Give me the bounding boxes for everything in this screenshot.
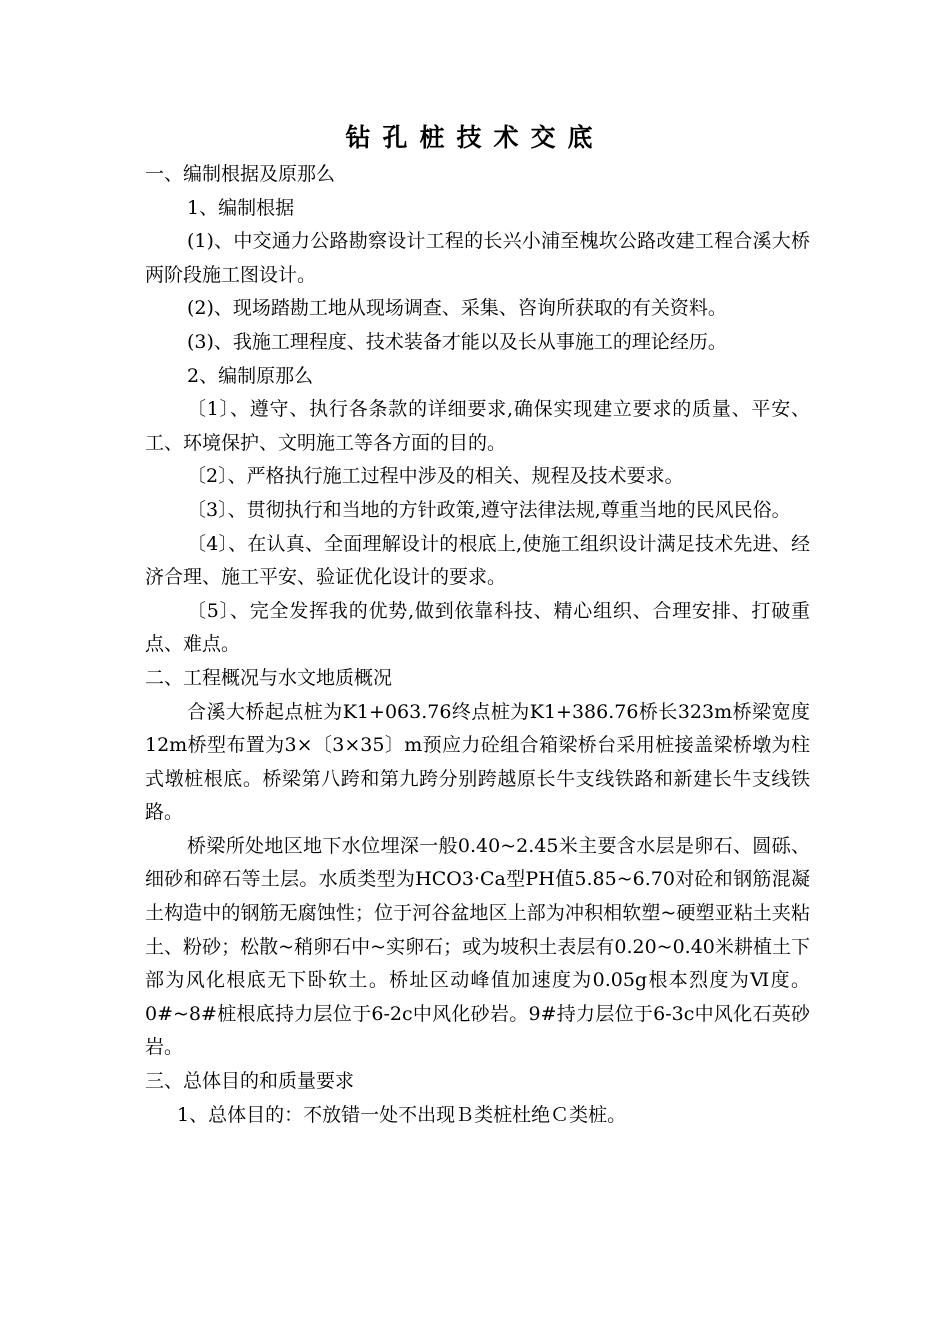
list-item: 〔5〕、完全发挥我的优势,做到依靠科技、精心组织、合理安排、打破重点、难点。 bbox=[145, 599, 810, 656]
paragraph: 合溪大桥起点桩为K1+063.76终点桩为K1+386.76桥长323m桥梁宽度12m桥型布置为3×〔3×35〕m预应力砼组合箱梁桥台采用桩接盖梁桥墩为柱式墩桩根底。桥梁第八跨和第九跨分别跨越原长牛支线铁路和新建长牛支线铁路。 bbox=[145, 700, 810, 824]
list-item: 〔1〕、遵守、执行各条款的详细要求,确保实现建立要求的质量、平安、工、环境保护、文明施工等各方面的目的。 bbox=[145, 398, 810, 454]
section-heading-2: 二、工程概况与水文地质概况 bbox=[145, 666, 393, 689]
page-title: 钻孔桩技术交底 bbox=[345, 123, 605, 152]
section-heading-3: 三、总体目的和质量要求 bbox=[145, 1070, 355, 1093]
paragraph: 桥梁所处地区地下水位埋深一般0.40~2.45米主要含水层是卵石、圆砾、细砂和碎石等土层。水质类型为HCO3·Ca型PH值5.85~6.70对砼和钢筋混凝土构造中的钢筋无腐蚀性；位于河谷盆地区上部为冲积相软塑~硬塑亚粘土夹粘土、粉砂；松散~稍卵石中~实卵石；或为坡积土表层有0.20~0.40米耕植土下部为风化根底无下卧软土。桥址区动峰值加速度为0.05g根本烈度为Ⅵ度。0#~8#桩根底持力层位于6-2c中风化砂岩。9#持力层位于6-3c中风化石英砂岩。 bbox=[145, 834, 810, 1059]
list-item: 〔4〕、在认真、全面理解设计的根底上,使施工组织设计满足技术先进、经济合理、施工平安、验证优化设计的要求。 bbox=[145, 532, 810, 589]
document-body bbox=[145, 158, 810, 1132]
list-item: (3)、我施工理程度、技术装备才能以及长从事施工的理论经历。 bbox=[187, 330, 727, 353]
subsection-heading-1-1: 1、编制根据 bbox=[187, 196, 295, 219]
list-item: 〔3〕、贯彻执行和当地的方针政策,遵守法律法规,尊重当地的民风民俗。 bbox=[187, 498, 791, 521]
subsection-heading-1-2: 2、编制原那么 bbox=[187, 364, 314, 387]
subsection-heading-3-1: 1、总体目的：不放错一处不出现Ｂ类桩杜绝Ｃ类桩。 bbox=[177, 1103, 627, 1126]
list-item: (2)、现场踏勘工地从现场调查、采集、咨询所获取的有关资料。 bbox=[187, 297, 727, 320]
section-heading-1: 一、编制根据及原那么 bbox=[145, 163, 336, 185]
list-item: (1)、中交通力公路勘察设计工程的长兴小浦至槐坎公路改建工程合溪大桥两阶段施工图设计。 bbox=[145, 230, 810, 286]
list-item: 〔2〕、严格执行施工过程中涉及的相关、规程及技术要求。 bbox=[187, 465, 684, 488]
